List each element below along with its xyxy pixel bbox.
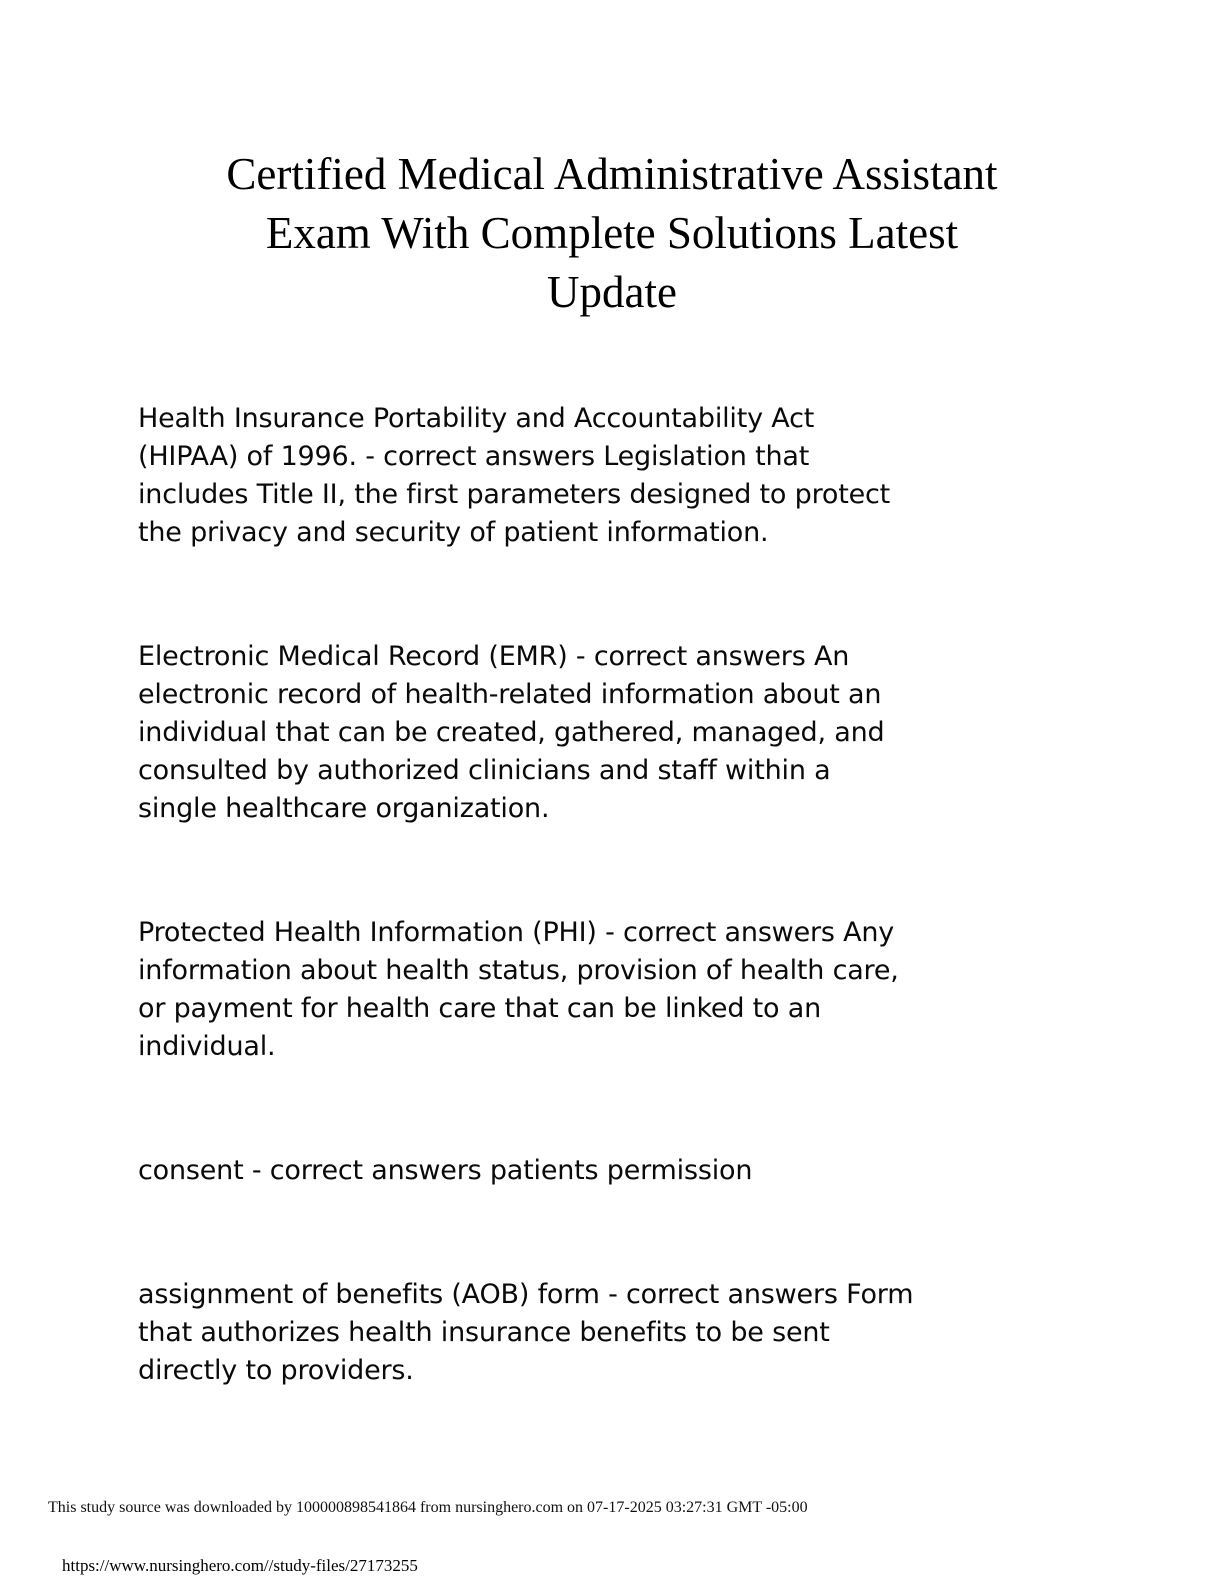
qa-list: [138, 400, 1098, 1476]
source-url: https://www.nursinghero.com//study-files/27173255: [62, 1556, 418, 1575]
download-attribution: This study source was downloaded by 100000898541864 from nursinghero.com on 07-17-2025 03:27:31 GMT -05:00: [48, 1499, 808, 1516]
qa-item-consent: consent - correct answers patients permission: [138, 1155, 753, 1186]
qa-item-hipaa: Health Insurance Portability and Accountability Act (HIPAA) of 1996. - correct answers Legislation that includes Title II, the first parameters designed to protect the privacy and security of patient information.: [138, 403, 891, 548]
qa-item-aob: assignment of benefits (AOB) form - correct answers Form that authorizes health insurance benefits to be sent directly to providers.: [138, 1279, 914, 1386]
qa-item-phi: Protected Health Information (PHI) - correct answers Any information about health status, provision of health care, or payment for health care that can be linked to an individual.: [138, 917, 899, 1062]
qa-item-emr: Electronic Medical Record (EMR) - correct answers An electronic record of health-related information about an individual that can be created, gathered, managed, and consulted by authorized clinicians and staff within a single healthcare organization.: [138, 641, 885, 824]
document-title: Certified Medical Administrative Assistant Exam With Complete Solutions Latest Update: [226, 149, 998, 317]
